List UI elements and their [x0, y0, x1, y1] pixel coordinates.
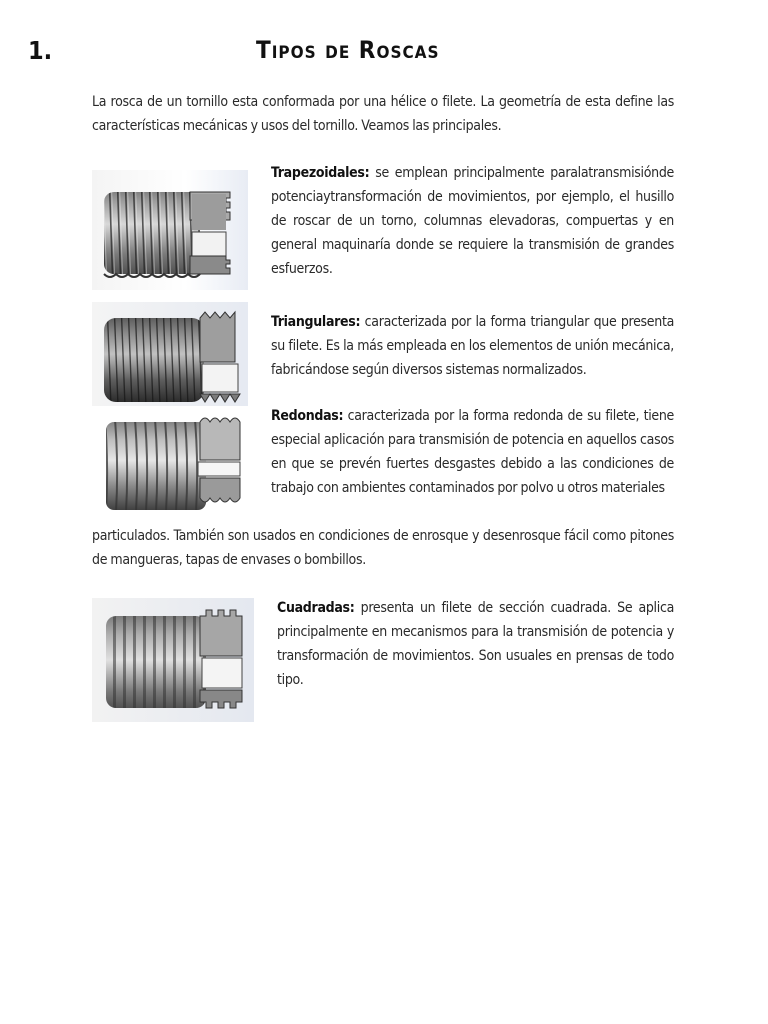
round-thread-image [92, 408, 248, 512]
trapezoidal-term: Trapezoidales: [271, 165, 370, 181]
square-term: Cuadradas: [277, 600, 355, 616]
round-continuation: particulados. También son usados en condiciones de enrosque y desenrosque fácil como pitones de mangueras, tapas de envases o bombillos. [92, 528, 674, 568]
trapezoidal-paragraph [271, 161, 674, 281]
trapezoidal-text: se emplean principalmente paralatransmisióndе potenciaytransformación de movimientos, por ejemplo, el husillo de roscar de un torno, columnas elevadoras, compuertas y en general maquinaría donde se requiere la transmisión de grandes esfuerzos. [271, 165, 674, 277]
square-thread-image [92, 598, 254, 722]
intro-paragraph: La rosca de un tornillo esta conformada por una hélice o filete. La geometría de esta define las características mecánicas y usos del tornillo. Veamos las principales. [92, 94, 674, 134]
round-term: Redondas: [271, 408, 344, 424]
round-paragraph [271, 404, 674, 500]
square-text: presenta un filete de sección cuadrada. Se aplica principalmente en mecanismos para la transmisión de potencia y transformación de movimientos. Son usuales en prensas de todo tipo. [277, 600, 674, 688]
triangular-thread-image [92, 302, 248, 406]
page-title [256, 36, 440, 64]
trapezoidal-thread-image [92, 170, 248, 290]
triangular-paragraph [271, 310, 674, 382]
page-title-text: Tipos de Roscas [256, 36, 440, 64]
round-text: caracterizada por la forma redonda de su filete, tiene especial aplicación para transmisión de potencia en aquellos casos en que se prevén fuertes desgastes debido a las condiciones de trabajo con ambientes contaminados por polvo u otros materiales [271, 408, 674, 496]
triangular-text: caracterizada por la forma triangular que presenta su filete. Es la más empleada en los elementos de unión mecánica, fabricándose según diversos sistemas normalizados. [271, 314, 674, 378]
section-number: 1. [28, 36, 53, 65]
square-paragraph [277, 596, 674, 692]
triangular-term: Triangulares: [271, 314, 361, 330]
